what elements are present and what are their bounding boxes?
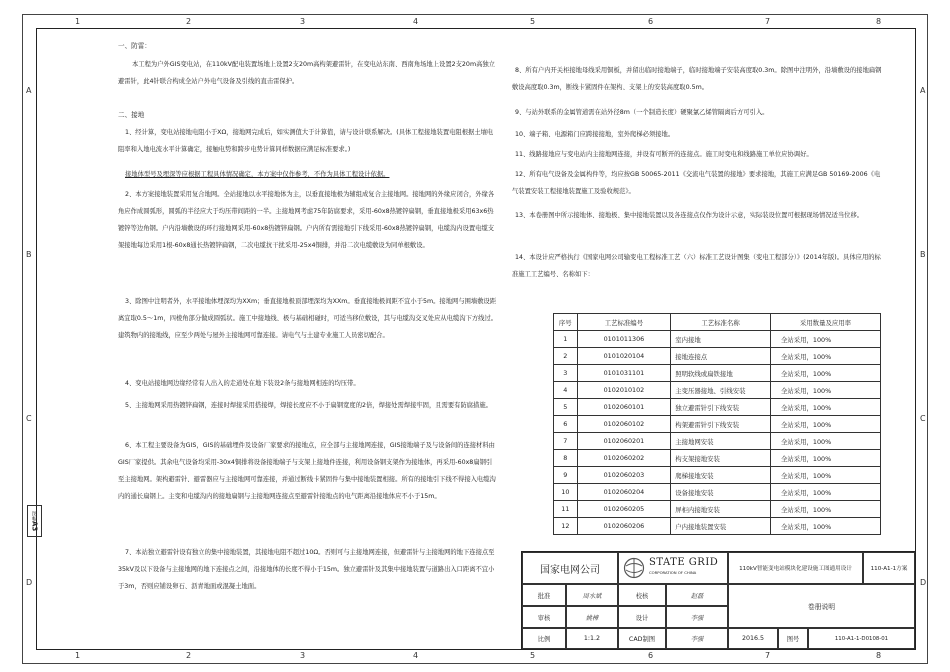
table-cell: 0102060102 xyxy=(577,416,671,433)
label-review: 审核 xyxy=(522,606,566,628)
label-approve: 批准 xyxy=(522,584,566,606)
col-number: 2 xyxy=(186,17,192,26)
table-cell: 6 xyxy=(554,416,578,433)
col-number: 6 xyxy=(648,17,654,26)
state-grid-logo-icon xyxy=(623,557,645,579)
col-number: 1 xyxy=(75,651,81,660)
table-cell: 0102060205 xyxy=(577,501,671,518)
table-row xyxy=(554,450,881,467)
table-cell: 0102060101 xyxy=(577,399,671,416)
row-letter: A xyxy=(26,86,32,95)
row-letter: B xyxy=(26,250,32,259)
table-cell: 0102060204 xyxy=(577,484,671,501)
col-number: 4 xyxy=(413,17,419,26)
note-6: 6、本工程主要设备为GIS，GIS的基础埋件及设备厂家要求的接地点，应全部与主接地网连接，GIS接地端子及与设备间的连接材料由GIS厂家提供。其余电气设备均采用-30x4铜排将设备接地端子与支架上接地件连接，利用设备钢支架作为接地体，再采用-60x8扁钢引至主接地网。架构避雷针、避雷器应与主接地网可靠连接，并通过断线卡紧固件与集中接地装置相接。所有的接地引下线不得接入电缆沟内的通长扁钢上。主变和电缆沟内的接地扁钢与主接地网连接点至避雷针接地点的电气距离沿接地体应不小于15m。 xyxy=(118,442,496,500)
table-cell: 0101011306 xyxy=(577,331,671,348)
table-cell: 全站采用，100% xyxy=(770,501,880,518)
col-number: 3 xyxy=(300,651,306,660)
table-cell: 接地连接点 xyxy=(671,348,771,365)
table-cell: 3 xyxy=(554,365,578,382)
lightning-heading: 一、防雷： xyxy=(118,42,151,50)
table-cell: 主接地网安装 xyxy=(671,433,771,450)
project-name: 110kV智能变电站模块化建设施工图通用设计 xyxy=(728,552,863,584)
table-cell: 全站采用，100% xyxy=(770,382,880,399)
table-cell: 全站采用，100% xyxy=(770,433,880,450)
col-number: 6 xyxy=(648,651,654,660)
table-row xyxy=(554,382,881,399)
table-cell: 7 xyxy=(554,433,578,450)
drawing-date: 2016.5 xyxy=(728,628,778,649)
note-7: 7、本站独立避雷针设有独立的集中接地装置，其接地电阻不超过10Ω。否则可与主接地网连接，但避雷针与主接地网的地下连接点至35kV及以下设备与主接地网的地下连接点之间，沿接地体的长度不得小于15m。独立避雷针及其集中接地装置与道路出入口距离不宜小于3m，否则应铺设卵石、沥青地面或混凝土地面。 xyxy=(118,549,495,590)
table-cell: 0102060202 xyxy=(577,450,671,467)
check-signature: 赵磊 xyxy=(666,584,728,606)
title-block xyxy=(521,551,916,650)
col-number: 8 xyxy=(876,651,882,660)
note-8: 8、所有户内开关柜接地母线采用铜板，并留出临时接地端子，临时接地端子安装高度取0.3m。除图中注明外，沿墙敷设的接地扁钢敷设高度取0.3m，断线卡紧固件在架构、支架上的安装高度取0.5m。 xyxy=(512,67,882,91)
table-cell: 10 xyxy=(554,484,578,501)
table-row xyxy=(554,348,881,365)
note-9: 9、与站外联系的金属管道需在站外径8m（一个制造长度）硬聚氯乙烯管隔离后方可引入。 xyxy=(515,109,769,116)
table-row xyxy=(554,484,881,501)
table-header: 工艺标准编号 xyxy=(577,314,671,331)
label-cad: CAD制图 xyxy=(618,628,666,649)
col-number: 7 xyxy=(765,651,771,660)
table-cell: 构支架接地安装 xyxy=(671,450,771,467)
table-cell: 0102060201 xyxy=(577,433,671,450)
col-number: 3 xyxy=(300,17,306,26)
note-11: 11、线路接地应与变电站内主接地网连接，并设有可断开的连接点。施工时变电和线路施工单位应协调好。 xyxy=(515,151,813,158)
table-cell: 全站采用，100% xyxy=(770,416,880,433)
table-cell: 全站采用，100% xyxy=(770,467,880,484)
table-cell: 设备接地安装 xyxy=(671,484,771,501)
label-scale: 比例 xyxy=(522,628,566,649)
table-cell: 照明软线或扁铁接地 xyxy=(671,365,771,382)
table-cell: 户内接地装置安装 xyxy=(671,518,771,535)
note-2: 2、本方案接地装置采用复合地网。全站接地以水平接地体为主，以垂直接地极为辅组成复合主接地网。接地网的外缘应闭合，外缘各角应作成圆弧形，圆弧的半径应大于均压带间距的一半。主接地网考虑75年防腐要求，采用-60x8热镀锌扁钢，垂直接地极采用63x6热镀锌等边角钢。户内沿墙敷设的环行接地网采用-60x8热镀锌扁钢。户内所有需接地引下线采用-60x8热镀锌扁钢，电缆沟内设置电缆支架接地每边采用1根-60x8通长热镀锌扁钢，二次电缆抗干扰采用-25x4铜排，并沿二次电缆敷设为同单根敷设。 xyxy=(118,191,495,249)
approve-signature: 周水斌 xyxy=(566,584,618,606)
table-cell: 全站采用，100% xyxy=(770,518,880,535)
company-name: 国家电网公司 xyxy=(522,552,618,584)
col-number: 5 xyxy=(530,651,536,660)
table-cell: 屏柜内接地安装 xyxy=(671,501,771,518)
note-4: 4、变电站接地网边缘经常有人出入的走道处在地下装设2条与接地网相连的均压带。 xyxy=(125,380,360,387)
col-number: 7 xyxy=(765,17,771,26)
table-cell: 12 xyxy=(554,518,578,535)
table-cell: 2 xyxy=(554,348,578,365)
label-drawing-number: 图号 xyxy=(778,628,808,649)
table-cell: 全站采用，100% xyxy=(770,399,880,416)
table-cell: 1 xyxy=(554,331,578,348)
table-row xyxy=(554,399,881,416)
table-cell: 11 xyxy=(554,501,578,518)
note-12: 12、所有电气设备及金属构件等，均应按GB 50065-2011《交流电气装置的接地》要求接地，其施工应满足GB 50169-2006《电气装置安装工程接地装置施工及验收规范》。 xyxy=(512,171,881,195)
table-header: 采用数量及应用率 xyxy=(770,314,880,331)
table-header-row xyxy=(554,314,881,331)
table-cell: 4 xyxy=(554,382,578,399)
scale-value: 1:1.2 xyxy=(566,628,618,649)
col-number: 1 xyxy=(75,17,81,26)
sheet-size-box xyxy=(27,505,42,537)
col-number: 2 xyxy=(186,651,192,660)
note-13: 13、本卷册图中所示接地体、接地极、集中接地装置以及各连接点仅作为设计示意，实际装设位置可根据现场情况适当位移。 xyxy=(515,212,864,219)
logo-text: STATE GRID xyxy=(649,557,719,568)
table-row xyxy=(554,467,881,484)
standard-process-table xyxy=(553,313,881,535)
row-letter: B xyxy=(920,250,926,259)
table-row xyxy=(554,365,881,382)
table-cell: 室内接地 xyxy=(671,331,771,348)
drawing-title: 卷册说明 xyxy=(728,584,915,628)
table-cell: 全站采用，100% xyxy=(770,365,880,382)
table-row xyxy=(554,416,881,433)
table-cell: 0102060203 xyxy=(577,467,671,484)
table-cell: 全站采用，100% xyxy=(770,331,880,348)
table-row xyxy=(554,501,881,518)
table-cell: 全站采用，100% xyxy=(770,484,880,501)
table-cell: 8 xyxy=(554,450,578,467)
table-cell: 0101031101 xyxy=(577,365,671,382)
table-row xyxy=(554,433,881,450)
row-letter: D xyxy=(920,578,927,587)
row-letter: C xyxy=(920,414,926,423)
table-cell: 独立避雷针引下线安装 xyxy=(671,399,771,416)
table-cell: 构架避雷针引下线安装 xyxy=(671,416,771,433)
sheet-size-label: A3 xyxy=(30,520,39,532)
table-cell: 全站采用，100% xyxy=(770,348,880,365)
table-cell: 0102060206 xyxy=(577,518,671,535)
design-signature: 李强 xyxy=(666,606,728,628)
cad-signature: 李强 xyxy=(666,628,728,649)
note-1-remark: 接地体型号及埋深等应根据工程具体情况确定，本方案中仅作参考，不作为具体工程设计依据。 xyxy=(125,171,390,178)
note-1: 1、经计算，变电站接地电阻小于XΩ，接地网完成后，如实测值大于计算值，请与设计联系解决。(具体工程接地装置电阻根据土壤电阻率和入地电流水平计算确定，接触电势和跨步电势计算同样数据应满足标准要求。) xyxy=(118,129,494,153)
table-header: 工艺标准名称 xyxy=(671,314,771,331)
drawing-number: 110-A1-1-D0108-01 xyxy=(808,628,915,649)
col-number: 4 xyxy=(413,651,419,660)
review-signature: 姚樟 xyxy=(566,606,618,628)
company-logo xyxy=(618,552,728,584)
table-cell: 爬梯接地安装 xyxy=(671,467,771,484)
note-14: 14、本设计应严格执行《国家电网公司输变电工程标准工艺（六）标准工艺设计图集（变电工程部分）》(2014年版)。具体应用的标准施工工艺编号、名称如下： xyxy=(512,254,881,278)
table-cell: 0102010102 xyxy=(577,382,671,399)
lightning-text: 本工程为户外GIS变电站，在110kV配电装置场地上设置2支20m高构架避雷针，在变电站东南、西南角场地上设置2支20m高独立避雷针，此4针联合构成全站户外电气设备及引线的直击雷保护。 xyxy=(118,61,495,85)
row-letter: C xyxy=(26,414,32,423)
scheme-name: 110-A1-1方案 xyxy=(863,552,915,584)
label-design: 设计 xyxy=(618,606,666,628)
label-check: 校核 xyxy=(618,584,666,606)
logo-subtext: CORPORATION OF CHINA xyxy=(649,570,697,575)
note-10: 10、端子箱、电源箱门应跨接接地，室外爬梯必须接地。 xyxy=(515,131,675,138)
table-cell: 0101020104 xyxy=(577,348,671,365)
table-cell: 全站采用，100% xyxy=(770,450,880,467)
row-letter: A xyxy=(920,86,926,95)
col-number: 5 xyxy=(530,17,536,26)
table-row xyxy=(554,518,881,535)
table-header: 序号 xyxy=(554,314,578,331)
table-cell: 9 xyxy=(554,467,578,484)
table-cell: 主变压器接地、引线安装 xyxy=(671,382,771,399)
col-number: 8 xyxy=(876,17,882,26)
note-3: 3、除图中注明者外，水平接地体埋深均为XXm；垂直接地极顶部埋深均为XXm。垂直接地极间距不宜小于5m。接地网与围墙敷设距离宜取0.5～1m，四棱角部分做成圆弧状。施工中接地线、极与基础相碰时，可适当移位敷设，其与电缆沟交叉处应从电缆沟下方线过。建筑物内的接地线，应至少两处与屋外主接地网可靠连接。请电气与土建专业施工人员密切配合。 xyxy=(118,298,498,339)
note-5: 5、主接地网采用热镀锌扁钢，连接时焊接采用搭接焊，焊接长度应不小于扁钢宽度的2倍，焊接处需焊接牢固，且需要有防腐措施。 xyxy=(125,402,492,409)
grounding-heading: 二、接地 xyxy=(118,111,145,119)
table-row xyxy=(554,331,881,348)
row-letter: D xyxy=(26,578,33,587)
table-cell: 5 xyxy=(554,399,578,416)
sheet-size-caption: 图幅 xyxy=(31,510,37,521)
